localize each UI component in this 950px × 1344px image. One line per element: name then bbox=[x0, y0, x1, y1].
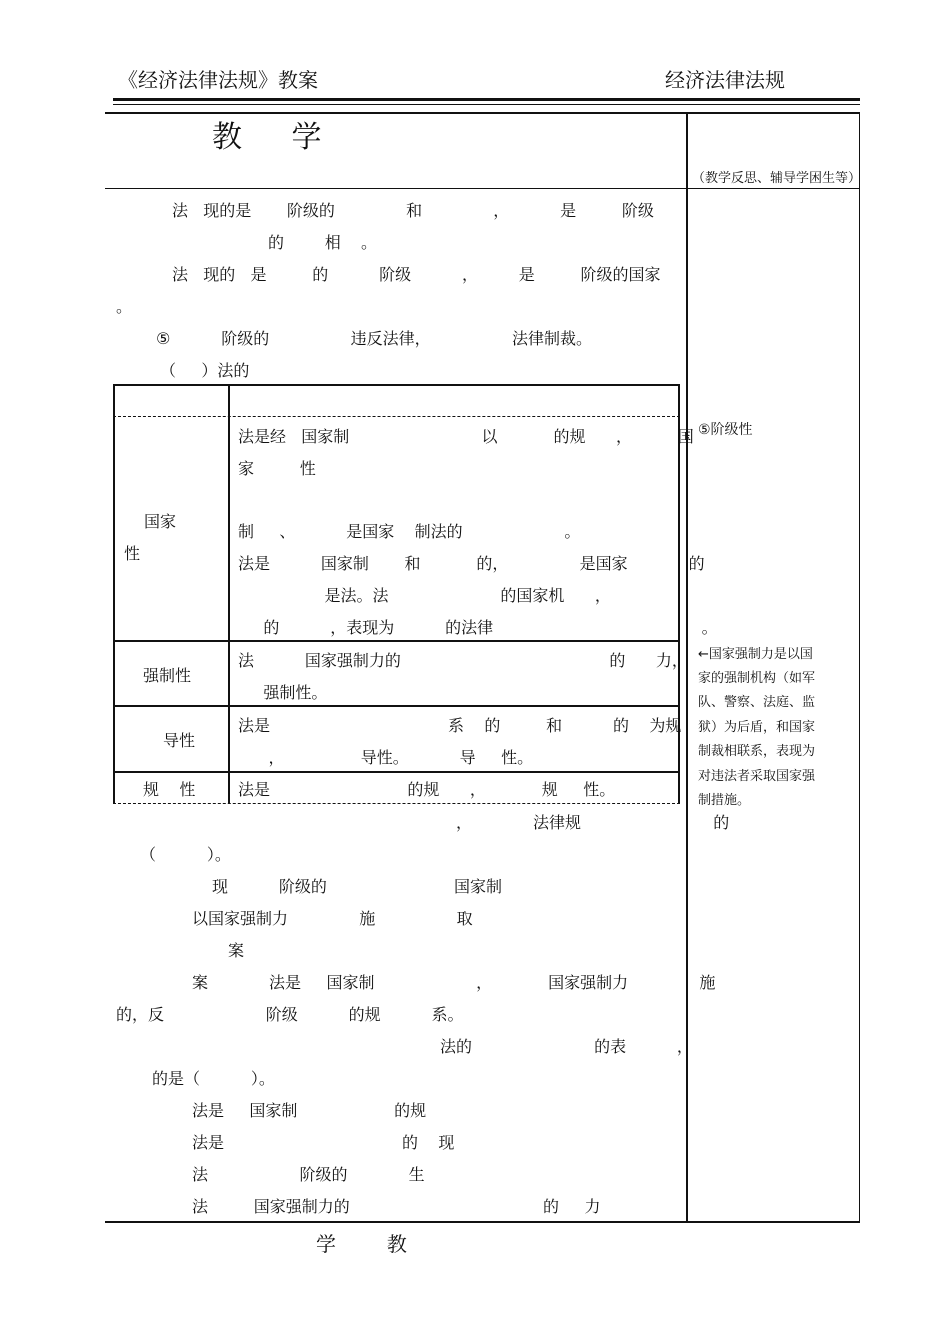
row-content-state-4: 制 、 是国家 制法的 。 bbox=[238, 522, 581, 541]
row-content-state-7: 的 ，表现为 的法律 。 bbox=[238, 618, 718, 637]
side-note-line: 制裁相联系，表现为 bbox=[698, 744, 816, 759]
row-label-state: 国家 性 bbox=[124, 512, 177, 563]
text-line: 法 国家强制力的 的 力 bbox=[192, 1197, 601, 1216]
main-column-title: 教 学 bbox=[212, 120, 342, 155]
row-content-coercive-1: 法 国家强制力的 的 力， bbox=[238, 651, 688, 670]
text-line: 案 法是 国家制 ， 国家强制力 施 bbox=[192, 973, 716, 992]
side-note-line: ←国家强制力是以国 bbox=[698, 647, 813, 662]
row-content-state-1: 法是经 国家制 以 的规 ， 国 bbox=[238, 427, 694, 446]
text-line: 法 阶级的 生 bbox=[192, 1165, 425, 1184]
table-header-bottom-border bbox=[105, 188, 860, 189]
text-line: 。 bbox=[116, 297, 133, 316]
row-separator bbox=[113, 640, 680, 642]
table-top-border bbox=[105, 112, 860, 114]
text-line: ， 法律规 的 bbox=[456, 813, 730, 832]
row-label-guiding: 导性 bbox=[163, 731, 196, 750]
text-line: 的 相 。 bbox=[268, 233, 378, 252]
row-separator bbox=[113, 705, 680, 707]
row-content-normative-1: 法是 的规 ， 规 性。 bbox=[238, 780, 616, 799]
row-label-normative: 规 性 bbox=[143, 780, 196, 799]
text-line: ⑤ 阶级的 违反法律， 法律制裁。 bbox=[156, 329, 592, 348]
row-separator bbox=[113, 771, 680, 773]
side-note-line: 队、警察、法庭、监 bbox=[698, 695, 816, 710]
side-note-line: 家的强制机构（如军 bbox=[698, 671, 816, 686]
header-left-title: 《经济法律法规》教案 bbox=[118, 68, 318, 92]
inner-table-right bbox=[678, 384, 680, 804]
text-line: 的是（ ）。 bbox=[152, 1069, 275, 1088]
row-content-guiding-2: ， 导性。 导 性。 bbox=[238, 748, 534, 767]
text-line: 的，反 阶级 的规 系。 bbox=[116, 1005, 464, 1024]
text-line: 法是 国家制 的规 bbox=[192, 1101, 427, 1120]
inner-table-left bbox=[113, 384, 115, 804]
header-right-title: 经济法律法规 bbox=[665, 68, 785, 92]
row-content-state-6: 是法。法 的国家机 ， bbox=[238, 586, 611, 605]
inner-table-col-divider bbox=[228, 384, 230, 804]
table-bottom-border bbox=[105, 1221, 860, 1223]
text-line: 案 bbox=[228, 941, 245, 960]
row-label-coercive: 强制性 bbox=[143, 666, 192, 685]
inner-table-bottom bbox=[113, 803, 680, 804]
inner-table-top bbox=[113, 384, 680, 386]
row-content-state-2: 家 性 bbox=[238, 459, 316, 478]
side-note-line: 制措施。 bbox=[698, 793, 751, 808]
side-column-title: （教学反思、辅导学困生等） bbox=[692, 171, 862, 186]
text-line: 现 阶级的 国家制 bbox=[212, 877, 503, 896]
text-line: 以国家强制力 施 取 bbox=[192, 909, 473, 928]
text-line: （ ）法的 bbox=[160, 361, 250, 380]
text-line: 法的 的表 ， bbox=[440, 1037, 693, 1056]
table-right-border bbox=[859, 112, 860, 1223]
text-line: 法是 的 现 bbox=[192, 1133, 455, 1152]
header-rule-thin bbox=[113, 104, 860, 105]
row-content-guiding-1: 法是 系 的 和 的 为规 bbox=[238, 716, 682, 735]
footer-text: 学 教 bbox=[316, 1232, 407, 1256]
side-note-line: 对违法者采取国家强 bbox=[698, 769, 816, 784]
row-content-coercive-2: 强制性。 bbox=[238, 683, 328, 702]
header-rule-thick bbox=[113, 98, 860, 101]
side-note-line: 狱）为后盾，和国家 bbox=[698, 720, 816, 735]
text-line: 法 现的 是 的 阶级 ， 是 阶级的国家 bbox=[172, 265, 661, 284]
row-content-state-5: 法是 国家制 和 的， 是国家 的 bbox=[238, 554, 705, 573]
side-note-class-nature: ⑤阶级性 bbox=[698, 422, 753, 438]
row-separator bbox=[113, 416, 680, 417]
text-line: 法 现的是 阶级的 和 ， 是 阶级 bbox=[172, 201, 654, 220]
text-line: （ ）。 bbox=[140, 845, 231, 864]
